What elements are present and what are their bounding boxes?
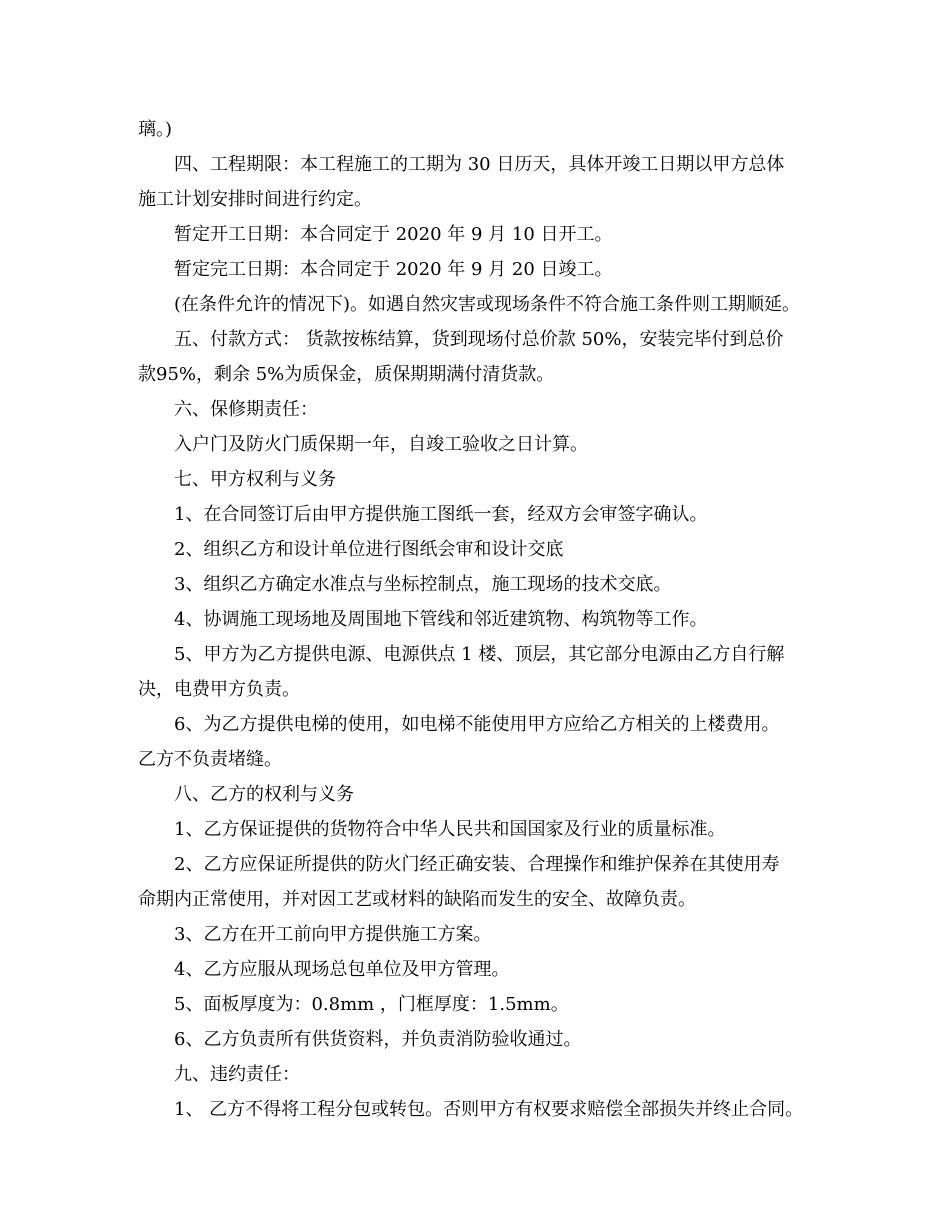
text-line-26: 5、面板厚度为：0.8mm ，门框厚度：1.5mm。 [174,994,569,1015]
text-line-4: 暂定开工日期：本合同定于 2020 年 9 月 10 日开工。 [174,224,613,245]
text-line-27: 6、乙方负责所有供货资料，并负责消防验收通过。 [174,1029,582,1050]
text-line-2: 四、工程期限：本工程施工的工期为 30 日历天，具体开竣工日期以甲方总体 [174,154,785,175]
text-line-29: 1、 乙方不得将工程分包或转包。否则甲方有权要求赔偿全部损失并终止合同。 [174,1099,804,1120]
text-line-8: 款95%，剩余 5%为质保金，质保期期满付清货款。 [138,364,555,385]
text-line-5: 暂定完工日期：本合同定于 2020 年 9 月 20 日竣工。 [174,259,613,280]
text-line-17: 决，电费甲方负责。 [138,679,300,700]
text-line-19: 乙方不负责堵缝。 [138,749,282,770]
text-line-21: 1、乙方保证提供的货物符合中华人民共和国国家及行业的质量标准。 [174,819,726,840]
text-line-10: 入户门及防火门质保期一年，自竣工验收之日计算。 [174,434,588,455]
text-line-28: 九、违约责任： [174,1064,300,1085]
text-line-24: 3、乙方在开工前向甲方提供施工方案。 [174,924,492,945]
text-line-6: (在条件允许的情况下)。如遇自然灾害或现场条件不符合施工条件则工期顺延。 [174,294,801,315]
text-line-11: 七、甲方权利与义务 [174,469,336,490]
text-line-7: 五、付款方式： 货款按栋结算，货到现场付总价款 50%，安装完毕付到总价 [174,329,784,350]
text-line-13: 2、组织乙方和设计单位进行图纸会审和设计交底 [174,539,564,560]
text-line-9: 六、保修期责任： [174,399,318,420]
text-line-20: 八、乙方的权利与义务 [174,784,354,805]
text-line-25: 4、乙方应服从现场总包单位及甲方管理。 [174,959,510,980]
text-line-1: 璃。) [138,119,173,140]
text-line-15: 4、协调施工现场地及周围地下管线和邻近建筑物、构筑物等工作。 [174,609,708,630]
text-line-14: 3、组织乙方确定水准点与坐标控制点，施工现场的技术交底。 [174,574,672,595]
text-line-23: 命期内正常使用，并对因工艺或材料的缺陷而发生的安全、故障负责。 [138,889,696,910]
text-line-3: 施工计划安排时间进行约定。 [138,189,372,210]
text-line-16: 5、甲方为乙方提供电源、电源供点 1 楼、顶层，其它部分电源由乙方自行解 [174,644,785,665]
text-line-12: 1、在合同签订后由甲方提供施工图纸一套，经双方会审签字确认。 [174,504,708,525]
text-line-18: 6、为乙方提供电梯的使用，如电梯不能使用甲方应给乙方相关的上楼费用。 [174,714,780,735]
text-line-22: 2、乙方应保证所提供的防火门经正确安装、合理操作和维护保养在其使用寿 [174,854,780,875]
